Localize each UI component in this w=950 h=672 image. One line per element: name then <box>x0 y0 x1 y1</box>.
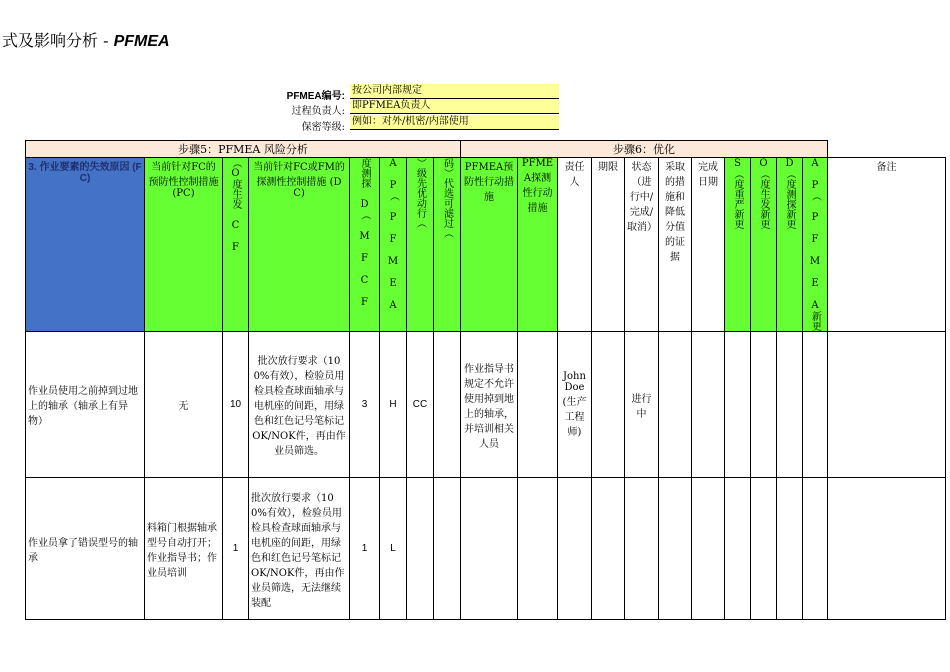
ap-header: A P（ P F M E A <box>380 158 407 332</box>
occ-cell[interactable]: 1 <box>223 478 249 620</box>
occ-cell[interactable]: 10 <box>223 332 249 478</box>
secrecy-field[interactable]: 例如：对外/机密/内部使用 <box>350 115 559 130</box>
dc-cell[interactable]: 批次放行要求（100%有效），检验员用检具检查球面轴承与电机座的间距，用绿色和红色记号笔标记OK/NOK件，再由作业员筛选。 <box>249 332 350 478</box>
secrecy-label: 保密等级: <box>301 122 345 133</box>
fc-cell[interactable]: 作业员拿了错误型号的轴承 <box>26 478 145 620</box>
done-date-header: 完成日期 <box>692 158 725 332</box>
status-header: 状态（进行中/完成/取消） <box>625 158 659 332</box>
pfmea-number-field[interactable]: 按公司内部规定 <box>350 84 559 99</box>
prev-action-header: PFMEA预防性行动措施 <box>461 158 518 332</box>
dc-header: 当前针对FC或FM的探测性控制措施 (DC) <box>249 158 350 332</box>
code-header: 码）代选可滤过（ <box>434 158 461 332</box>
table-row <box>26 332 946 478</box>
owner-field[interactable]: 即PFMEA负责人 <box>350 99 559 114</box>
fc-header: 3. 作业要素的失效原因 (FC) <box>26 158 145 332</box>
ap-cell[interactable]: H <box>380 332 407 478</box>
evidence-header: 采取的措施和降低分值的证据 <box>659 158 692 332</box>
dc-cell[interactable]: 批次放行要求（100%有效），检验员用检具检查球面轴承与电机座的间距，用绿色和红色记号笔标记OK/NOK件，再由作业员筛选，无法继续装配 <box>249 478 350 620</box>
step6-header: 步骤6：优化 <box>461 141 828 158</box>
new-d-header: D（度测探新更 <box>777 158 803 332</box>
new-ap-header: A P（ P F M E A新更 <box>803 158 828 332</box>
deadline-header: 期限 <box>592 158 625 332</box>
remark-header: 备注 <box>828 158 946 332</box>
owner-label: 过程负责人: <box>291 106 345 117</box>
pc-cell[interactable]: 料箱门根据轴承型号自动打开；作业指导书；作业员培训 <box>145 478 223 620</box>
fc-cell[interactable]: 作业员使用之前掉到过地上的轴承（轴承上有异物） <box>26 332 145 478</box>
pfmea-table <box>25 140 946 620</box>
ap-cell[interactable]: L <box>380 478 407 620</box>
det-action-header: PFMEA探测性行动措施 <box>518 158 558 332</box>
status-cell[interactable]: 进行中 <box>625 332 659 478</box>
step5-header: 步骤5：PFMEA 风险分析 <box>26 141 461 158</box>
special-cell[interactable]: CC <box>407 332 434 478</box>
detection-header: 度测探 D（ M F C F <box>350 158 380 332</box>
new-s-header: S（度重严新更 <box>725 158 751 332</box>
responsible-header: 责任人 <box>558 158 592 332</box>
responsible-cell[interactable]: John Doe (生产工程师) <box>558 332 592 478</box>
pc-header: 当前针对FC的预防性控制措施 (PC) <box>145 158 223 332</box>
prev-action-cell[interactable]: 作业指导书规定不允许使用掉到地上的轴承，并培训相关人员 <box>461 332 518 478</box>
pfmea-number-label: PFMEA编号: <box>286 91 345 102</box>
table-row <box>26 478 946 620</box>
filter-header: ）级先优动行（ <box>407 158 434 332</box>
det-cell[interactable]: 3 <box>350 332 380 478</box>
pc-cell[interactable]: 无 <box>145 332 223 478</box>
det-cell[interactable]: 1 <box>350 478 380 620</box>
occurrence-header: （O度生发 C F <box>223 158 249 332</box>
new-o-header: O（度生发新更 <box>751 158 777 332</box>
page-title: 式及影响分析 - PFMEA <box>2 31 170 50</box>
